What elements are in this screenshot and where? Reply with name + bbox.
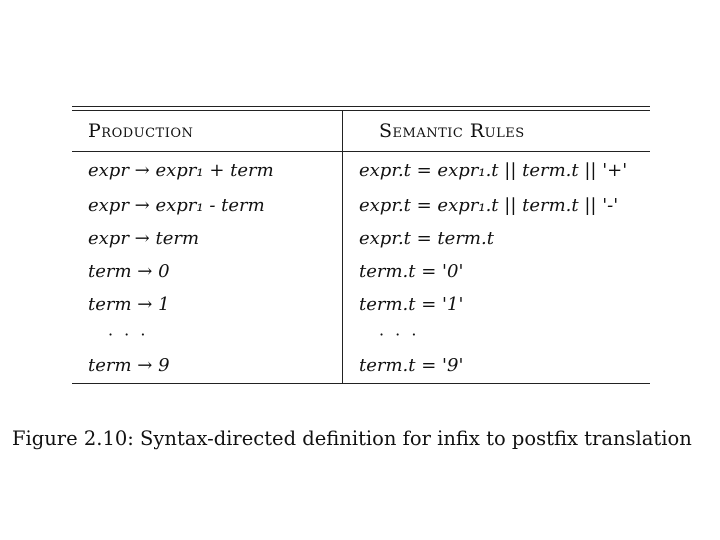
semantic-rule-cell: term.t = '1'	[343, 288, 651, 321]
semantic-rules-header: Semantic Rules	[379, 120, 525, 142]
semantic-rule-cell: expr.t = term.t	[343, 222, 651, 255]
sdd-table-container	[72, 106, 650, 384]
semantic-rule-cell: expr.t = expr₁.t || term.t || '-'	[343, 189, 651, 222]
table-header-row	[72, 111, 650, 152]
semantic-rules-header-cell	[343, 111, 651, 152]
semantic-rule-cell: expr.t = expr₁.t || term.t || '+'	[343, 152, 651, 190]
production-cell: expr → term	[88, 228, 200, 249]
table-row	[72, 288, 650, 321]
semantic-rule-cell: term.t = '0'	[343, 255, 651, 288]
table-row	[72, 222, 650, 255]
figure-caption: Figure 2.10: Syntax-directed definition for infix to postfix translation	[12, 427, 692, 450]
production-cell: term → 9	[72, 347, 343, 384]
table-row	[72, 152, 650, 190]
production-cell: term → 0	[88, 261, 170, 282]
table-row	[72, 255, 650, 288]
production-header-cell	[72, 111, 343, 152]
table-row-ellipsis	[72, 321, 650, 347]
table-row	[72, 347, 650, 384]
production-header: Production	[88, 120, 194, 142]
semantic-rule-ellipsis: · · ·	[343, 321, 651, 347]
production-ellipsis: · · ·	[108, 324, 149, 344]
semantic-rule-cell: term.t = '9'	[343, 347, 651, 384]
table-row	[72, 189, 650, 222]
production-cell: expr → expr₁ + term	[88, 160, 274, 181]
syntax-directed-definition-table	[72, 111, 650, 384]
production-cell: expr → expr₁ - term	[88, 195, 265, 216]
production-cell: term → 1	[88, 294, 170, 315]
